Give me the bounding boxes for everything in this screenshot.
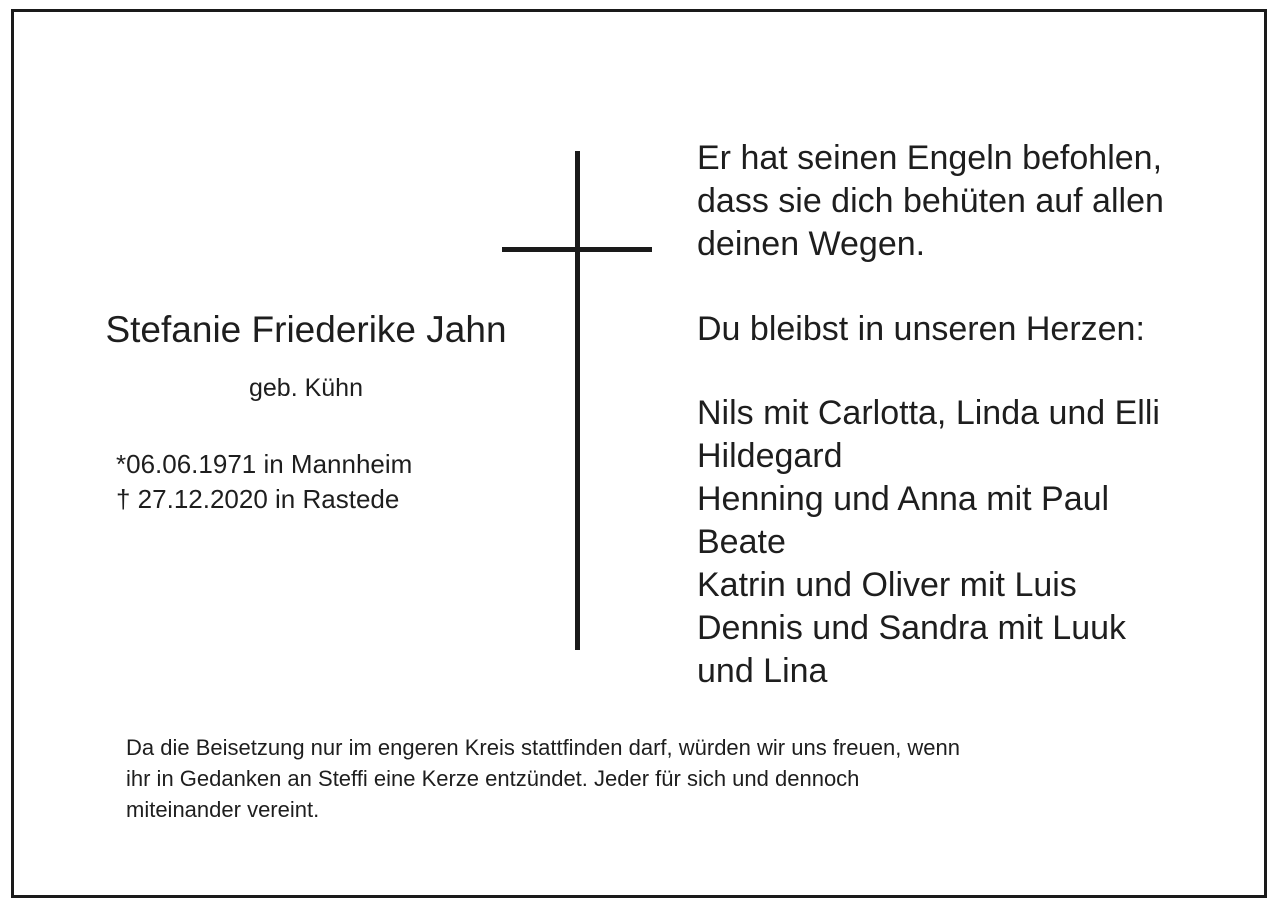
- funeral-note: [126, 732, 1206, 825]
- birth-date: *06.06.1971 in Mannheim: [116, 449, 413, 479]
- maiden-name: geb. Kühn: [249, 374, 363, 402]
- family-line: Beate: [697, 523, 786, 561]
- verse-line: dass sie dich behüten auf allen: [697, 182, 1164, 220]
- cross-vertical-bar: [575, 151, 580, 650]
- life-dates: [116, 447, 412, 517]
- note-line: miteinander vereint.: [126, 797, 320, 822]
- cross-horizontal-bar: [502, 247, 652, 252]
- note-line: Da die Beisetzung nur im engeren Kreis stattfinden darf, würden wir uns freuen, wenn: [126, 735, 961, 760]
- note-line: ihr in Gedanken an Steffi eine Kerze entzündet. Jeder für sich und dennoch: [126, 766, 860, 791]
- family-line: Hildegard: [697, 437, 843, 475]
- family-line: Katrin und Oliver mit Luis: [697, 566, 1077, 604]
- bible-verse: [697, 137, 1164, 266]
- death-date: † 27.12.2020 in Rastede: [116, 484, 400, 514]
- verse-line: deinen Wegen.: [697, 225, 926, 263]
- family-line: und Lina: [697, 652, 828, 690]
- deceased-name: Stefanie Friederike Jahn: [105, 309, 507, 350]
- family-line: Dennis und Sandra mit Luuk: [697, 609, 1127, 647]
- family-line: Henning und Anna mit Paul: [697, 480, 1110, 518]
- remembrance-line: Du bleibst in unseren Herzen:: [697, 310, 1145, 348]
- family-line: Nils mit Carlotta, Linda und Elli: [697, 394, 1160, 432]
- family-list: [697, 392, 1160, 693]
- verse-line: Er hat seinen Engeln befohlen,: [697, 139, 1163, 177]
